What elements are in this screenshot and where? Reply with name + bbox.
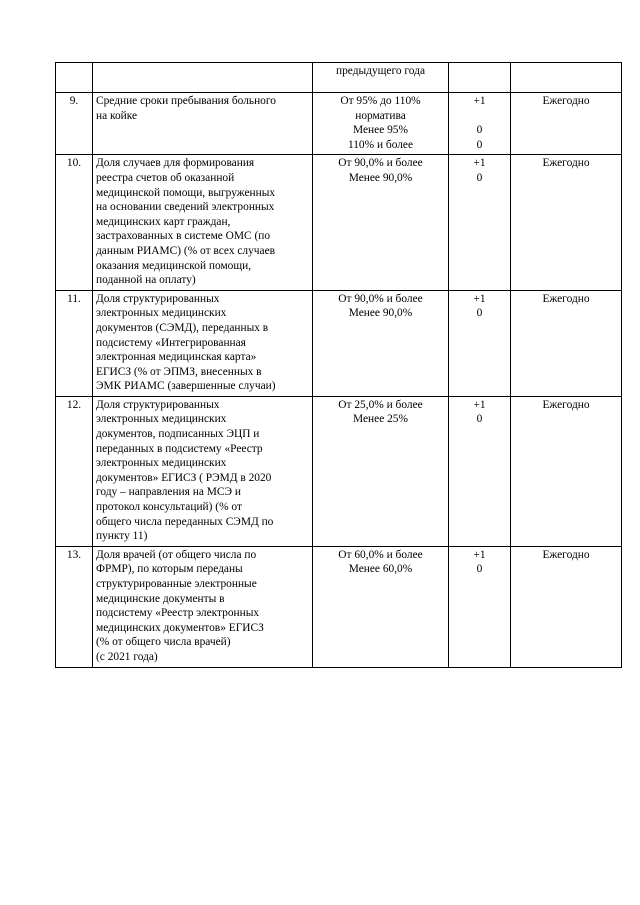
criterion-name-line: Доля структурированных [96,398,220,411]
criteria-table [55,62,622,668]
points-line: +1 [473,95,486,107]
criterion-name-cell [93,63,313,93]
target-value-line: Менее 90,0% [348,171,413,184]
criterion-name-line: подсистему «Интегрированная [96,336,246,349]
criterion-name-line: на койке [96,109,138,122]
criterion-name-line: структурированные электронные [96,578,257,590]
criterion-name-line: ФРМР), по которым переданы [96,563,243,576]
target-value-cell [313,93,449,155]
points-line: +1 [473,548,486,561]
target-value-line: От 60,0% и более [338,548,423,561]
target-value-line: Менее 90,0% [348,307,413,320]
criteria-table-body [56,63,622,668]
points-cell [449,396,511,546]
criterion-name-line: Средние сроки пребывания больного [96,95,276,107]
criterion-name-line: документов» ЕГИСЗ ( РЭМД в 2020 [96,471,272,484]
target-value-line: Менее 25% [353,413,408,426]
period-cell: Ежегодно [511,546,622,667]
row-number-cell: 13. [56,546,93,667]
points-cell [449,93,511,155]
row-number-cell [56,63,93,93]
criterion-name-line: Доля случаев для формирования [96,157,255,170]
table-row-continuation [56,63,622,93]
points-line: 0 [476,124,483,137]
criterion-name-line: пункту 11) [96,530,148,543]
criterion-name-line: поданной на оплату) [96,274,196,287]
criterion-name-line: году – направления на МСЭ и [96,486,241,499]
criterion-name-cell [93,155,313,290]
criterion-name-line: подсистему «Реестр электронных [96,607,260,620]
points-cell [449,155,511,290]
points-line: +1 [473,157,486,170]
points-line: +1 [473,398,486,411]
criterion-name-line: (с 2021 года) [96,650,158,663]
criterion-name-line: электронных медицинских [96,307,227,320]
points-line: 0 [476,138,483,151]
table-row-9 [56,93,622,155]
table-row-12 [56,396,622,546]
points-line: 0 [476,307,483,320]
target-value-line: От 90,0% и более [338,157,423,170]
criterion-name-line: на основании сведений электронных [96,201,275,214]
target-value-line: Менее 95% [353,124,408,137]
criterion-name-line: электронная медицинская карта» [96,351,257,364]
criterion-name-line: медицинских карт граждан, [96,215,231,228]
points-line: 0 [476,171,483,184]
criterion-name-line: документов (СЭМД), переданных в [96,321,269,334]
points-line: 0 [476,563,483,576]
criterion-name-line: застрахованных в системе ОМС (по [96,230,271,243]
table-row-11 [56,290,622,396]
target-value-cell [313,396,449,546]
criterion-name-line: Доля врачей (от общего числа по [96,548,257,561]
criterion-name-cell [93,290,313,396]
points-line: +1 [473,292,486,305]
table-row-10 [56,155,622,290]
target-value-line: От 90,0% и более [338,292,423,305]
criterion-name-line: документов, подписанных ЭЦП и [96,428,260,441]
points-cell [449,546,511,667]
row-number-cell: 10. [56,155,93,290]
criterion-name-line: медицинских документов» ЕГИСЗ [96,621,264,634]
target-value-line: От 95% до 110% [340,95,421,107]
criterion-name-line: (% от общего числа врачей) [96,636,231,649]
criterion-name-line: медицинские документы в [96,592,225,605]
period-cell: Ежегодно [511,290,622,396]
criterion-name-line: электронных медицинских [96,457,227,470]
period-cell [511,63,622,93]
row-number-cell: 11. [56,290,93,396]
criterion-name-line: общего числа переданных СЭМД по [96,515,274,528]
target-value-line: Менее 60,0% [348,563,413,576]
criterion-name-line: электронных медицинских [96,413,227,426]
target-value-cell [313,546,449,667]
row-number-cell: 9. [56,93,93,155]
criterion-name-cell [93,396,313,546]
period-cell: Ежегодно [511,396,622,546]
target-value-cell [313,63,449,93]
points-cell [449,290,511,396]
period-cell: Ежегодно [511,155,622,290]
criterion-name-line: ЭМК РИАМС (завершенные случаи) [96,380,276,393]
criterion-name-line: оказания медицинской помощи, [96,259,252,272]
criterion-name-line: медицинской помощи, выгруженных [96,186,276,199]
target-value-cell [313,290,449,396]
criterion-name-line: реестра счетов об оказанной [96,171,235,184]
table-row-13 [56,546,622,667]
points-line: 0 [476,413,483,426]
target-value-line: предыдущего года [336,65,425,77]
row-number-cell: 12. [56,396,93,546]
criterion-name-line: протокол консультаций) (% от [96,501,242,514]
criterion-name-line: Доля структурированных [96,292,220,305]
target-value-line: норматива [355,109,406,122]
period-cell: Ежегодно [511,93,622,155]
criterion-name-cell [93,93,313,155]
criterion-name-line: ЕГИСЗ (% от ЭПМЗ, внесенных в [96,365,262,378]
points-line-empty [452,109,507,124]
target-value-line: От 25,0% и более [338,398,423,411]
target-value-cell [313,155,449,290]
target-value-line: 110% и более [347,138,414,151]
criterion-name-cell [93,546,313,667]
points-cell [449,63,511,93]
criterion-name-line: данным РИАМС) (% от всех случаев [96,244,276,257]
criterion-name-line: переданных в подсистему «Реестр [96,442,263,455]
